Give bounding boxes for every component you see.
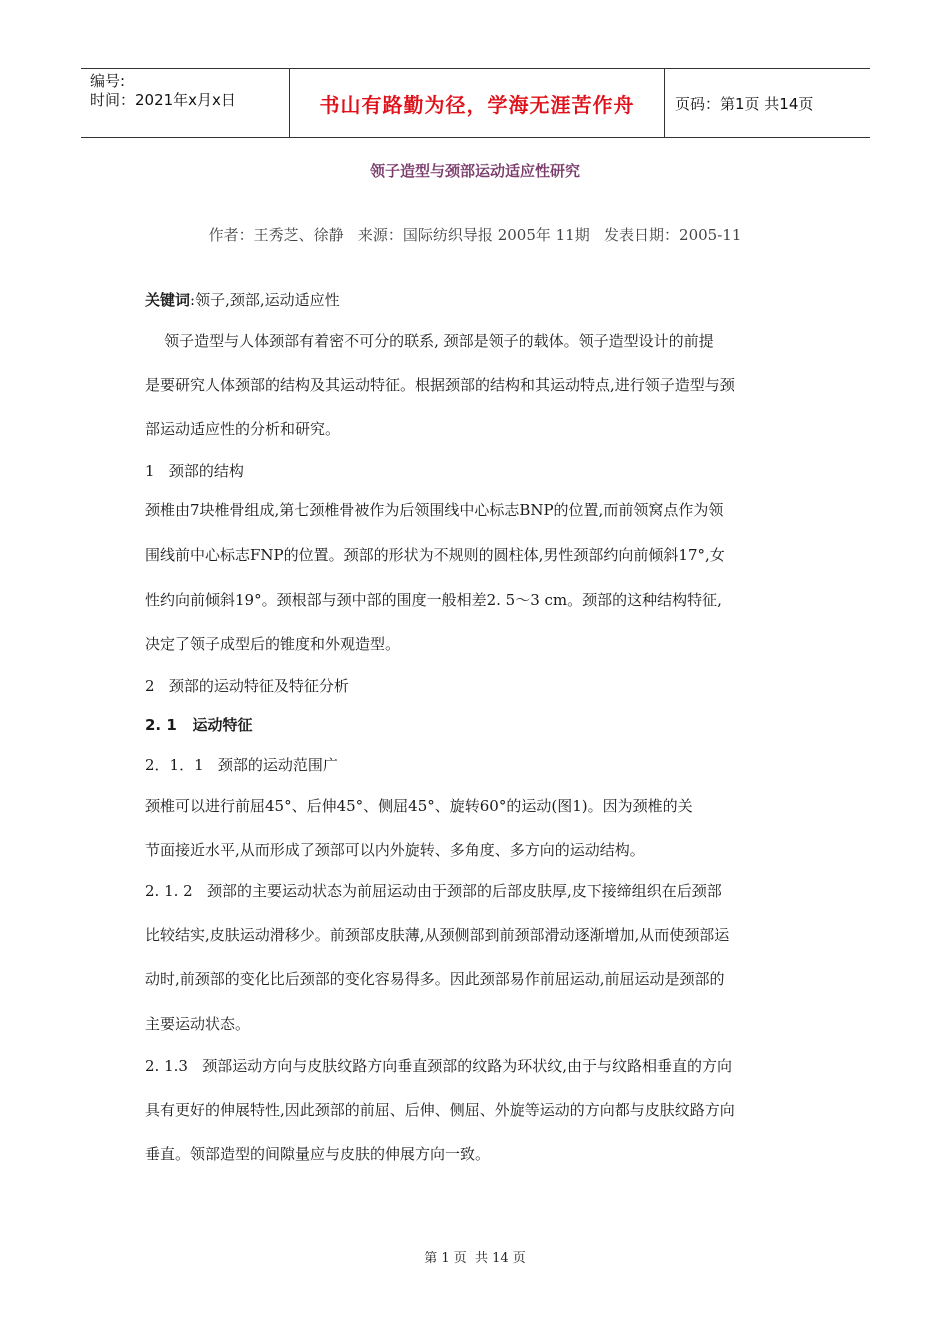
header-left-cell — [81, 69, 289, 137]
body-line: 动时,前颈部的变化比后颈部的变化容易得多。因此颈部易作前屈运动,前屈运动是颈部的 — [145, 970, 725, 988]
body-line: 性约向前倾斜19°。颈根部与颈中部的围度一般相差2. 5～3 cm。颈部的这种结构特征, — [145, 591, 722, 609]
header-table — [81, 68, 870, 138]
body-line: 2. 1. 2 颈部的主要运动状态为前屈运动由于颈部的后部皮肤厚,皮下接缔组织在后颈部 — [145, 882, 722, 900]
keywords-line — [145, 289, 825, 310]
body-line: 是要研究人体颈部的结构及其运动特征。根据颈部的结构和其运动特点,进行领子造型与颈 — [145, 376, 735, 394]
subsection-heading: 2. 1 运动特征 — [145, 716, 253, 734]
keywords-value: :领子,颈部,运动适应性 — [190, 291, 340, 309]
keywords-label: 关键词 — [145, 291, 191, 309]
body-line: 颈椎由7块椎骨组成,第七颈椎骨被作为后领围线中心标志BNP的位置,而前领窝点作为领 — [145, 501, 724, 519]
document-number-label: 编号: — [90, 72, 126, 90]
article-meta: 作者：王秀芝、徐静 来源：国际纺织导报 2005年 11期 发表日期：2005-11 — [208, 226, 742, 244]
article-title: 领子造型与颈部运动适应性研究 — [369, 162, 580, 180]
body-line: 具有更好的伸展特性,因此颈部的前屈、后伸、侧屈、外旋等运动的方向都与皮肤纹路方向 — [145, 1101, 735, 1119]
body-line: 颈椎可以进行前屈45°、后伸45°、侧屈45°、旋转60°的运动(图1)。因为颈椎的关 — [145, 797, 693, 815]
header-motto: 书山有路勤为径，学海无涯苦作舟 — [289, 69, 665, 137]
body-line: 2. 1.3 颈部运动方向与皮肤纹路方向垂直颈部的纹路为环状纹,由于与纹路相垂直的方向 — [145, 1057, 733, 1075]
page-footer: 第 1 页 共 14 页 — [424, 1251, 526, 1266]
header-page-info: 页码：第1页 共14页 — [675, 94, 814, 113]
section-heading: 1 颈部的结构 — [145, 462, 244, 480]
body-line: 部运动适应性的分析和研究。 — [145, 420, 341, 438]
subsection-heading: 2．1．1 颈部的运动范围广 — [145, 756, 338, 774]
section-heading: 2 颈部的运动特征及特征分析 — [145, 677, 349, 695]
body-line: 主要运动状态。 — [145, 1015, 251, 1033]
body-line: 领子造型与人体颈部有着密不可分的联系, 颈部是领子的载体。领子造型设计的前提 — [145, 332, 714, 350]
body-line: 节面接近水平,从而形成了颈部可以内外旋转、多角度、多方向的运动结构。 — [145, 841, 645, 859]
document-date-label: 时间：2021年x月x日 — [90, 91, 236, 109]
body-line: 围线前中心标志FNP的位置。颈部的形状为不规则的圆柱体,男性颈部约向前倾斜17°,女 — [145, 546, 725, 564]
body-line: 比较结实,皮肤运动滑移少。前颈部皮肤薄,从颈侧部到前颈部滑动逐渐增加,从而使颈部运 — [145, 926, 730, 944]
body-line: 决定了领子成型后的锥度和外观造型。 — [145, 635, 401, 653]
body-line: 垂直。领部造型的间隙量应与皮肤的伸展方向一致。 — [145, 1145, 491, 1163]
